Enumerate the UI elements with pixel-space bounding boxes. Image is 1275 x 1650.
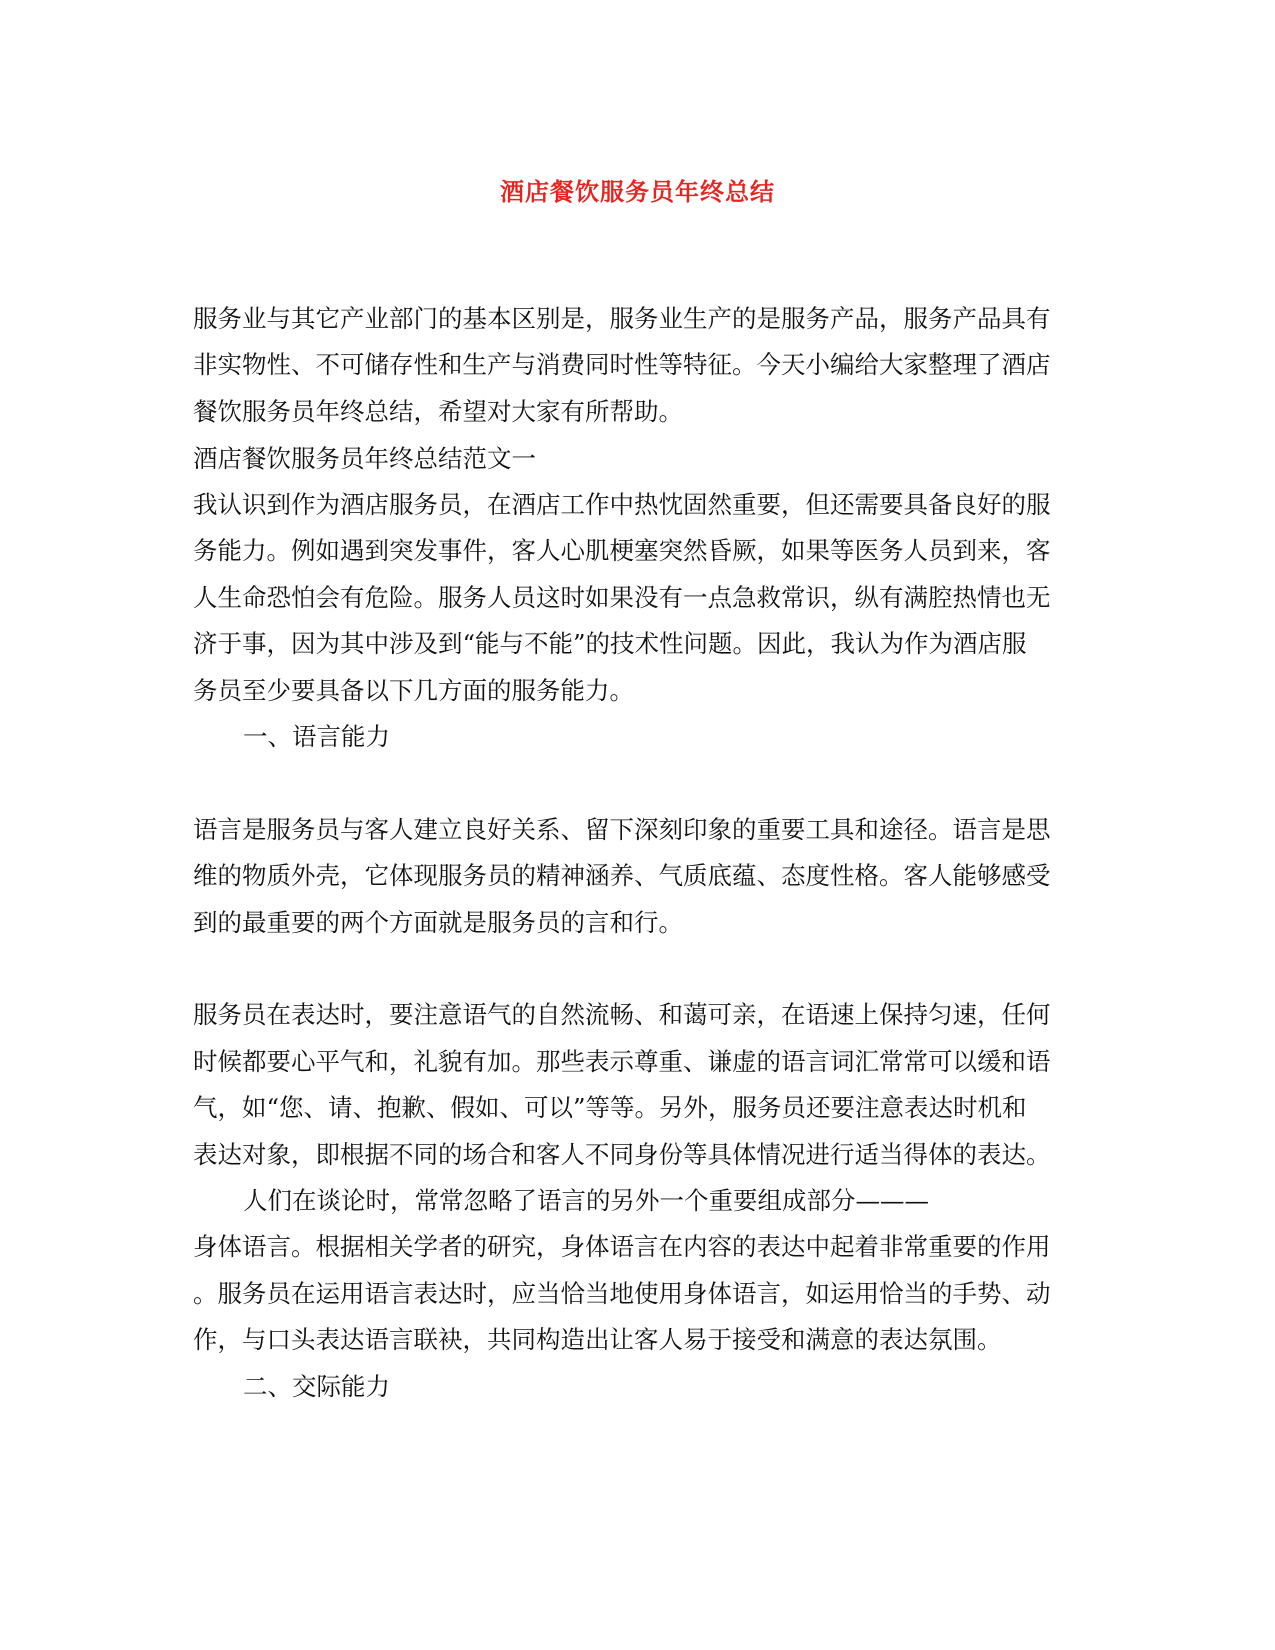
- section-heading: 二、交际能力: [243, 1372, 390, 1401]
- paragraph-line: 气，如“您、请、抱歉、假如、可以”等等。另外，服务员还要注意表达时机和: [193, 1093, 1027, 1122]
- paragraph-line: 务员至少要具备以下几方面的服务能力。: [193, 676, 634, 705]
- paragraph-line: 我认识到作为酒店服务员，在酒店工作中热忱固然重要，但还需要具备良好的服: [193, 490, 1051, 519]
- paragraph-line: 维的物质外壳，它体现服务员的精神涵养、气质底蕴、态度性格。客人能够感受: [193, 861, 1051, 890]
- paragraph-line: 济于事，因为其中涉及到“能与不能”的技术性问题。因此，我认为作为酒店服: [193, 629, 1027, 658]
- paragraph-line: 人们在谈论时，常常忽略了语言的另外一个重要组成部分———: [243, 1186, 929, 1215]
- paragraph-line: 人生命恐怕会有危险。服务人员这时如果没有一点急救常识，纵有满腔热情也无: [193, 583, 1051, 612]
- paragraph-line: 身体语言。根据相关学者的研究，身体语言在内容的表达中起着非常重要的作用: [193, 1232, 1051, 1261]
- paragraph-line: 表达对象，即根据不同的场合和客人不同身份等具体情况进行适当得体的表达。: [193, 1140, 1051, 1169]
- paragraph-line: 服务业与其它产业部门的基本区别是，服务业生产的是服务产品，服务产品具有: [193, 304, 1051, 333]
- section-heading: 一、语言能力: [243, 722, 390, 751]
- paragraph-line: 到的最重要的两个方面就是服务员的言和行。: [193, 908, 683, 937]
- section-subtitle: 酒店餐饮服务员年终总结范文一: [193, 444, 536, 473]
- page-title: 酒店餐饮服务员年终总结: [500, 177, 775, 206]
- paragraph-line: 非实物性、不可储存性和生产与消费同时性等特征。今天小编给大家整理了酒店: [193, 350, 1051, 379]
- paragraph-line: 语言是服务员与客人建立良好关系、留下深刻印象的重要工具和途径。语言是思: [193, 815, 1051, 844]
- paragraph-line: 服务员在表达时，要注意语气的自然流畅、和蔼可亲，在语速上保持匀速，任何: [193, 1000, 1051, 1029]
- paragraph-line: 务能力。例如遇到突发事件，客人心肌梗塞突然昏厥，如果等医务人员到来，客: [193, 536, 1051, 565]
- paragraph-line: 。服务员在运用语言表达时，应当恰当地使用身体语言，如运用恰当的手势、动: [193, 1279, 1051, 1308]
- paragraph-line: 作，与口头表达语言联袂，共同构造出让客人易于接受和满意的表达氛围。: [193, 1325, 1002, 1354]
- paragraph-line: 时候都要心平气和，礼貌有加。那些表示尊重、谦虚的语言词汇常常可以缓和语: [193, 1047, 1051, 1076]
- paragraph-line: 餐饮服务员年终总结，希望对大家有所帮助。: [193, 397, 683, 426]
